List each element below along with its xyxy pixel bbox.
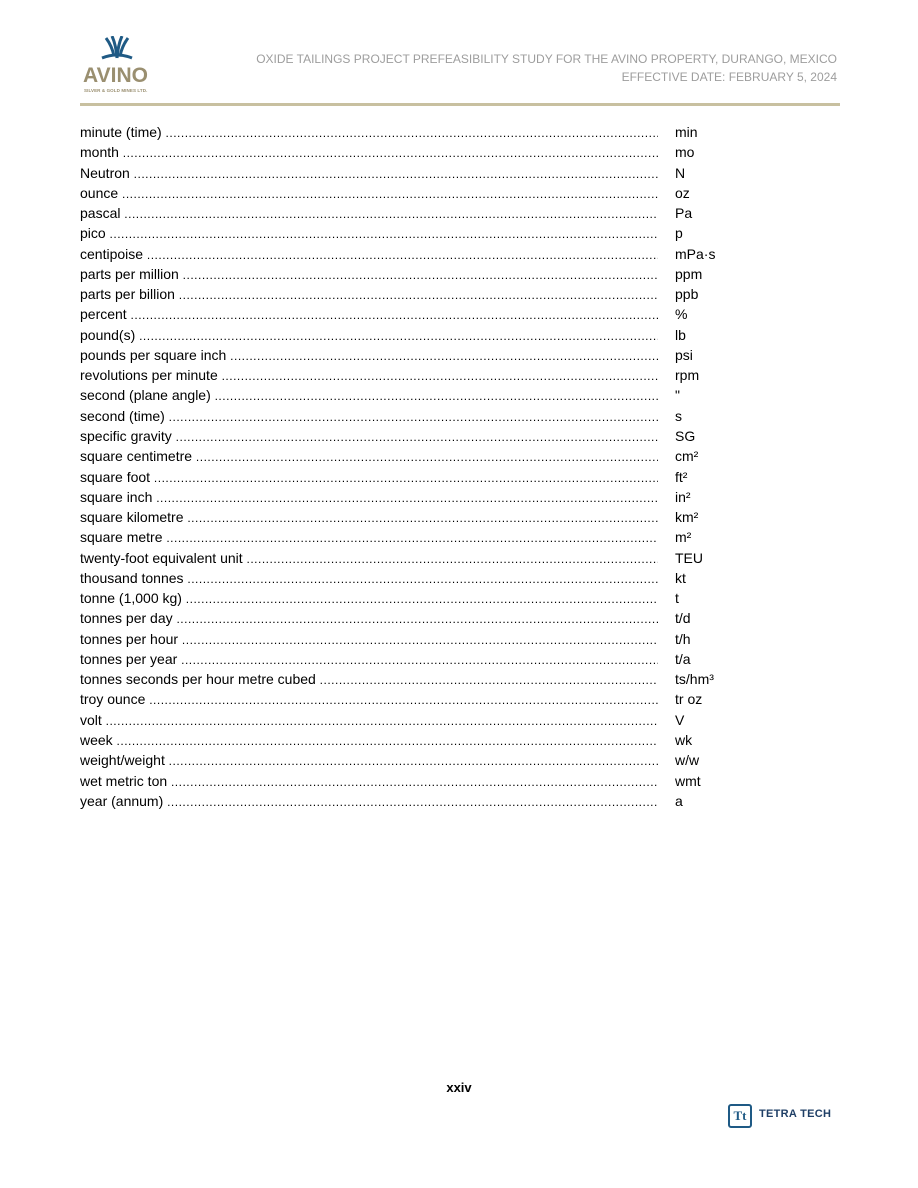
entry-term: second (time) ..... <box>80 406 658 427</box>
page-number: xxiv <box>446 1080 472 1095</box>
entry-term: square metre ..... <box>80 527 658 548</box>
list-item <box>80 649 760 669</box>
list-item <box>80 689 760 709</box>
entry-term: ounce ..... <box>80 183 658 204</box>
list-item <box>80 487 760 507</box>
list-item <box>80 385 760 405</box>
list-item <box>80 284 760 304</box>
list-item <box>80 507 760 527</box>
entry-term: pounds per square inch ..... <box>80 345 658 366</box>
logo-name: AVINO <box>83 64 148 87</box>
entry-abbreviation: Pa <box>675 205 693 222</box>
entry-term: troy ounce ..... <box>80 689 658 710</box>
entry-term: tonne (1,000 kg) ..... <box>80 588 658 609</box>
entry-term: centipoise ..... <box>80 244 658 265</box>
entry-abbreviation: min <box>675 124 698 140</box>
list-item <box>80 345 760 365</box>
entry-abbreviation: t/a <box>675 650 691 667</box>
entry-term: Neutron ..... <box>80 163 658 184</box>
list-item <box>80 548 760 568</box>
header-title: OXIDE TAILINGS PROJECT PREFEASIBILITY STUDY FOR THE AVINO PROPERTY, DURANGO, MEXICO <box>256 52 837 66</box>
entry-term: week ..... <box>80 730 658 751</box>
entry-abbreviation: " <box>675 387 680 404</box>
list-item <box>80 223 760 243</box>
entry-term: square kilometre ..... <box>80 507 658 528</box>
list-item <box>80 365 760 385</box>
entry-abbreviation: a <box>675 792 683 809</box>
list-item <box>80 122 760 142</box>
entry-abbreviation: % <box>675 306 688 323</box>
entry-abbreviation: ppm <box>675 265 703 282</box>
entry-abbreviation: lb <box>675 326 686 343</box>
list-item <box>80 406 760 426</box>
list-item <box>80 629 760 649</box>
entry-abbreviation: mo <box>675 144 695 161</box>
entry-abbreviation: oz <box>675 184 690 201</box>
entry-term: tonnes per day ..... <box>80 608 658 629</box>
list-item <box>80 730 760 750</box>
document-header <box>256 50 837 86</box>
entry-term: revolutions per minute ..... <box>80 365 658 386</box>
list-item <box>80 608 760 628</box>
tetra-tech-icon: Tt <box>728 1104 752 1128</box>
entry-abbreviation: wk <box>675 731 693 748</box>
entry-term: pound(s) ..... <box>80 325 658 346</box>
entry-term: pascal ..... <box>80 203 658 224</box>
entry-term: weight/weight ..... <box>80 750 658 771</box>
entry-term: parts per billion ..... <box>80 284 658 305</box>
list-item <box>80 771 760 791</box>
entry-abbreviation: km² <box>675 509 699 526</box>
entry-term: volt ..... <box>80 710 658 731</box>
entry-abbreviation: p <box>675 225 683 242</box>
list-item <box>80 467 760 487</box>
entry-term: twenty-foot equivalent unit ..... <box>80 548 658 569</box>
tetra-tech-name: TETRA TECH <box>759 1108 832 1120</box>
entry-term: tonnes per year ..... <box>80 649 658 670</box>
list-item <box>80 588 760 608</box>
entry-abbreviation: ft² <box>675 468 688 485</box>
header-divider <box>80 103 840 106</box>
entry-term: percent ..... <box>80 304 658 325</box>
list-item <box>80 142 760 162</box>
list-item <box>80 710 760 730</box>
entry-term: year (annum) ..... <box>80 791 658 812</box>
entry-abbreviation: w/w <box>675 752 700 769</box>
entry-term: parts per million ..... <box>80 264 658 285</box>
entry-term: thousand tonnes ..... <box>80 568 658 589</box>
tetra-tech-logo <box>728 1104 840 1132</box>
entry-abbreviation: s <box>675 407 682 424</box>
list-item <box>80 183 760 203</box>
entry-term: tonnes per hour ..... <box>80 629 658 650</box>
list-item <box>80 446 760 466</box>
list-item <box>80 325 760 345</box>
list-item <box>80 163 760 183</box>
entry-term: specific gravity ..... <box>80 426 658 447</box>
entry-term: square foot ..... <box>80 467 658 488</box>
entry-abbreviation: cm² <box>675 448 699 465</box>
header-date: EFFECTIVE DATE: FEBRUARY 5, 2024 <box>621 70 837 84</box>
abbreviation-list <box>80 122 760 811</box>
list-item <box>80 426 760 446</box>
entry-abbreviation: mPa·s <box>675 245 716 262</box>
list-item <box>80 791 760 811</box>
entry-abbreviation: kt <box>675 569 686 586</box>
entry-term: month ..... <box>80 142 658 163</box>
entry-abbreviation: SG <box>675 427 696 444</box>
entry-abbreviation: psi <box>675 346 693 363</box>
entry-abbreviation: N <box>675 164 686 181</box>
entry-abbreviation: t/d <box>675 610 691 627</box>
entry-abbreviation: V <box>675 711 685 728</box>
list-item <box>80 264 760 284</box>
entry-abbreviation: ts/hm³ <box>675 671 714 688</box>
entry-term: minute (time) ..... <box>80 122 658 143</box>
avino-logo <box>80 36 156 98</box>
list-item <box>80 304 760 324</box>
list-item <box>80 203 760 223</box>
list-item <box>80 750 760 770</box>
entry-abbreviation: rpm <box>675 367 700 384</box>
list-item <box>80 669 760 689</box>
entry-term: square inch ..... <box>80 487 658 508</box>
logo-subtitle: SILVER & GOLD MINES LTD. <box>84 88 148 93</box>
entry-term: square centimetre ..... <box>80 446 658 467</box>
entry-abbreviation: in² <box>675 488 691 505</box>
entry-abbreviation: wmt <box>675 772 701 789</box>
entry-term: tonnes seconds per hour metre cubed ..... <box>80 669 658 690</box>
entry-abbreviation: m² <box>675 529 692 546</box>
entry-abbreviation: ppb <box>675 286 699 303</box>
entry-abbreviation: TEU <box>675 549 703 566</box>
entry-abbreviation: t/h <box>675 630 691 647</box>
entry-term: pico ..... <box>80 223 658 244</box>
entry-term: wet metric ton ..... <box>80 771 658 792</box>
avino-emblem-icon <box>100 36 134 66</box>
entry-abbreviation: tr oz <box>675 691 703 708</box>
list-item <box>80 568 760 588</box>
list-item <box>80 244 760 264</box>
list-item <box>80 527 760 547</box>
entry-abbreviation: t <box>675 590 679 607</box>
entry-term: second (plane angle) ..... <box>80 385 658 406</box>
